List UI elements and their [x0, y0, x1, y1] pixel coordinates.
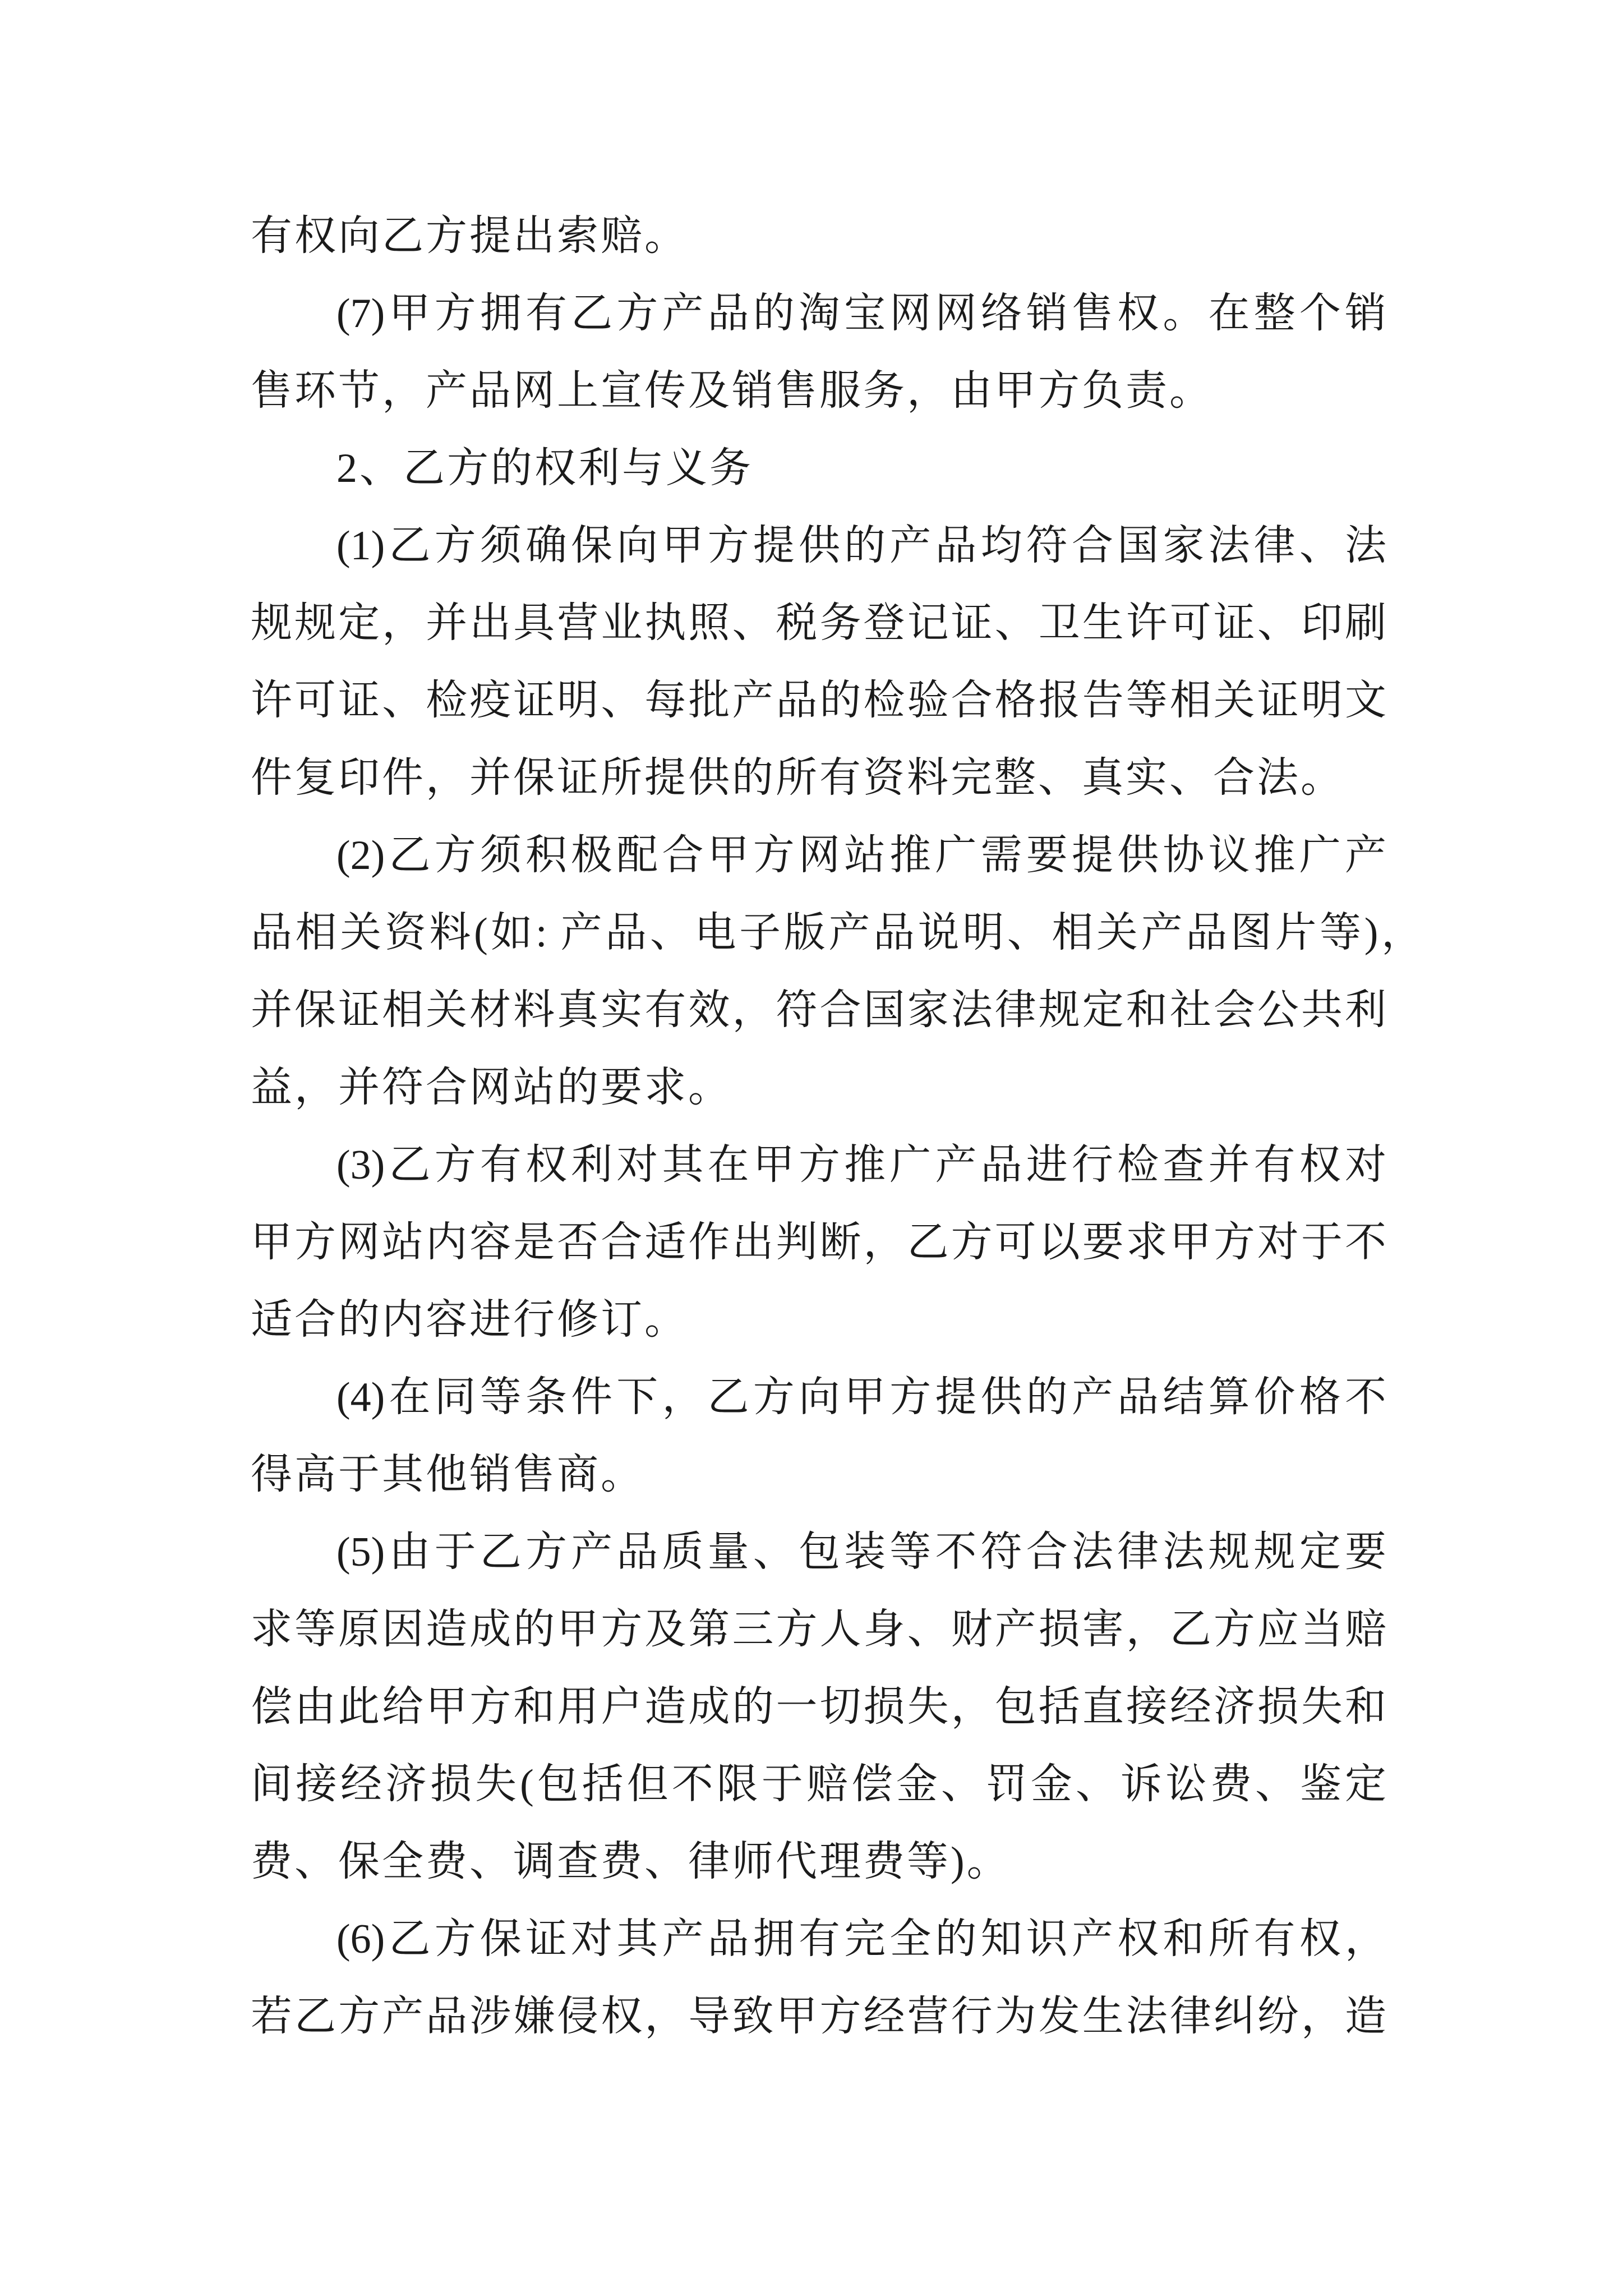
- text-line: (1)乙方须确保向甲方提供的产品均符合国家法律、法: [336, 523, 1386, 569]
- paragraph-item-5: [251, 1513, 1386, 1901]
- paragraph-item-2: [251, 817, 1423, 1126]
- paragraph-item-3: [251, 1126, 1386, 1359]
- text-line: 适合的内容进行修订。: [251, 1297, 688, 1343]
- text-line: 求等原因造成的甲方及第三方人身、财产损害，乙方应当赔: [251, 1607, 1386, 1653]
- text-line: 售环节，产品网上宣传及销售服务，由甲方负责。: [251, 368, 1213, 414]
- text-line: (2)乙方须积极配合甲方网站推广需要提供协议推广产: [336, 832, 1386, 878]
- paragraph-item-4: [251, 1359, 1386, 1513]
- text-line: 甲方网站内容是否合适作出判断，乙方可以要求甲方对于不: [251, 1220, 1386, 1266]
- section-heading: [251, 430, 1386, 507]
- paragraph-item-1: [251, 507, 1386, 817]
- text-line: 并保证相关材料真实有效，符合国家法律规定和社会公共利: [251, 987, 1386, 1033]
- paragraph-item-7: [251, 275, 1386, 430]
- text-line: 件复印件，并保证所提供的所有资料完整、真实、合法。: [251, 755, 1344, 801]
- text-line: 费、保全费、调查费、律师代理费等)。: [251, 1839, 1011, 1885]
- text-line: (6)乙方保证对其产品拥有完全的知识产权和所有权，: [336, 1916, 1386, 1962]
- text-line: (3)乙方有权利对其在甲方推广产品进行检查并有权对: [336, 1142, 1386, 1188]
- text-line: 规规定，并出具营业执照、税务登记证、卫生许可证、印刷: [251, 600, 1386, 646]
- text-line: 偿由此给甲方和用户造成的一切损失，包括直接经济损失和: [251, 1684, 1386, 1730]
- text-line: (5)由于乙方产品质量、包装等不符合法律法规规定要: [336, 1529, 1386, 1575]
- text-line: 有权向乙方提出索赔。: [251, 213, 688, 259]
- text-line: (4)在同等条件下，乙方向甲方提供的产品结算价格不: [336, 1374, 1386, 1420]
- document-body: [251, 197, 1423, 2055]
- text-line: 若乙方产品涉嫌侵权，导致甲方经营行为发生法律纠纷，造: [251, 1994, 1386, 2040]
- text-line: 间接经济损失(包括但不限于赔偿金、罚金、诉讼费、鉴定: [251, 1761, 1386, 1807]
- text-line: 品相关资料(如: 产品、电子版产品说明、相关产品图片等)，: [251, 910, 1423, 956]
- text-line: 得高于其他销售商。: [251, 1452, 644, 1498]
- paragraph-continuation: [251, 197, 1386, 275]
- text-line: 许可证、检疫证明、每批产品的检验合格报告等相关证明文: [251, 678, 1386, 724]
- text-line: 益，并符合网站的要求。: [251, 1065, 732, 1111]
- text-line: (7)甲方拥有乙方产品的淘宝网网络销售权。在整个销: [336, 291, 1386, 337]
- section-heading-text: 2、乙方的权利与义务: [336, 445, 753, 491]
- paragraph-item-6: [251, 1901, 1386, 2055]
